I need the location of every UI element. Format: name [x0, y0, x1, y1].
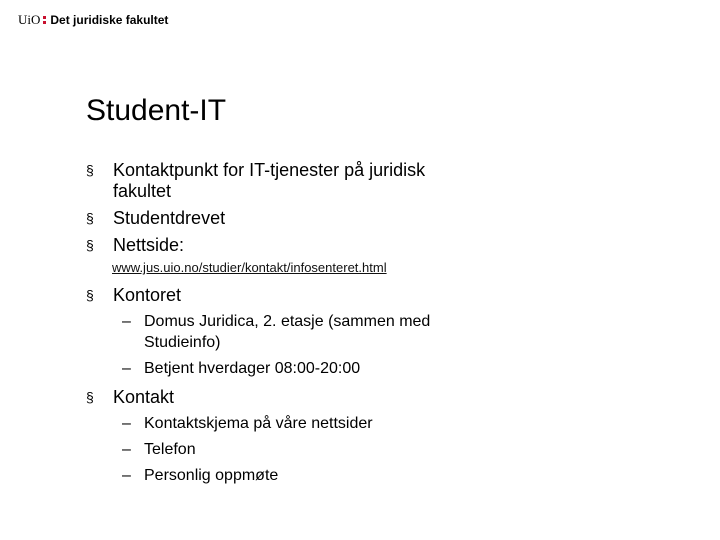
dash-icon: – — [122, 415, 131, 432]
sub-bullet-item — [86, 439, 686, 460]
sub-bullet-item — [86, 413, 686, 434]
sub-bullet-text: Personlig oppmøte — [144, 467, 279, 484]
bullet-item — [86, 160, 686, 202]
sub-bullet-item — [86, 358, 686, 379]
bullet-icon: § — [86, 237, 94, 253]
bullet-text: Nettside: — [113, 235, 185, 255]
sub-bullet-item — [86, 465, 686, 486]
uio-logo: UiO — [18, 12, 41, 27]
bullet-icon: § — [86, 389, 94, 405]
bullet-icon: § — [86, 210, 94, 226]
website-link-line — [86, 260, 686, 276]
bullet-icon: § — [86, 162, 94, 178]
dash-icon: – — [122, 360, 131, 377]
logo-dots-icon — [43, 15, 46, 25]
bullet-item — [86, 208, 686, 229]
bullet-text: Kontaktpunkt for IT-tjenester på juridisk fakultet — [113, 160, 426, 201]
bullet-item — [86, 235, 686, 256]
dash-icon: – — [122, 467, 131, 484]
bullet-text: Studentdrevet — [113, 208, 226, 228]
sub-bullet-item — [86, 311, 686, 353]
bullet-text: Kontakt — [113, 387, 175, 407]
website-link[interactable]: www.jus.uio.no/studier/kontakt/infosenteret.html — [112, 260, 387, 275]
faculty-name: Det juridiske fakultet — [50, 13, 169, 27]
sub-bullet-text: Betjent hverdager 08:00-20:00 — [144, 360, 361, 377]
slide-title: Student-IT — [86, 94, 227, 127]
bullet-text: Kontoret — [113, 285, 182, 305]
sub-bullet-text: Telefon — [144, 441, 196, 458]
sub-bullet-text: Domus Juridica, 2. etasje (sammen med Studieinfo) — [144, 313, 431, 351]
dash-icon: – — [122, 441, 131, 458]
header — [18, 12, 168, 28]
bullet-item — [86, 285, 686, 306]
slide-content — [86, 160, 686, 486]
bullet-icon: § — [86, 287, 94, 303]
bullet-item — [86, 387, 686, 408]
sub-bullet-text: Kontaktskjema på våre nettsider — [144, 415, 373, 432]
dash-icon: – — [122, 313, 131, 330]
